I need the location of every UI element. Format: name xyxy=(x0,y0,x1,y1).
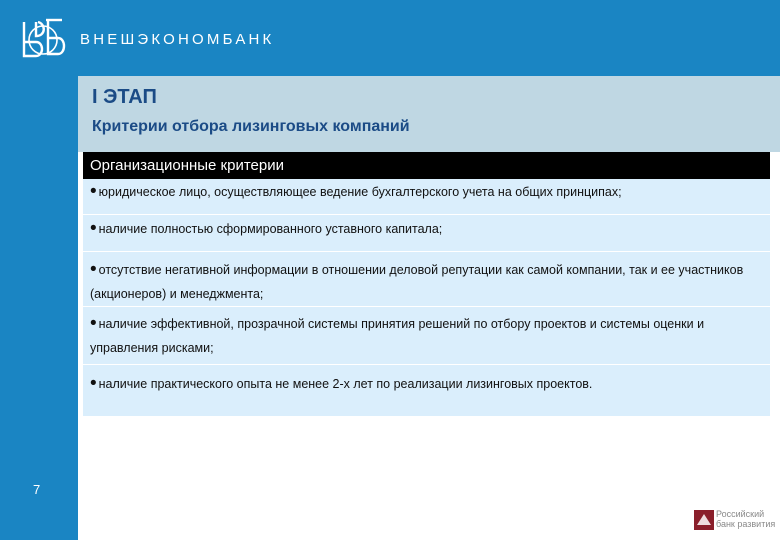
title-panel xyxy=(78,76,780,152)
bullet-icon: • xyxy=(90,218,97,239)
rdb-logo-text xyxy=(716,509,775,529)
criterion-item: • наличие практического опыта не менее 2-х лет по реализации лизинговых проектов. xyxy=(90,373,593,394)
criterion-item: • наличие эффективной, прозрачной системы принятия решений по отбору проектов и системы оценки и управления рисками; xyxy=(90,313,705,355)
criterion-divider xyxy=(83,306,770,307)
bullet-icon: • xyxy=(90,259,97,280)
criterion-item: • юридическое лицо, осуществляющее ведение бухгалтерского учета на общих принципах; xyxy=(90,181,622,202)
stage-subtitle: Критерии отбора лизинговых компаний xyxy=(92,118,410,135)
criterion-item: • отсутствие негативной информации в отношении деловой репутации как самой компании, так и ее участников (акционеров) и менеджмента; xyxy=(90,259,744,301)
veb-logo-icon xyxy=(16,10,72,66)
rdb-logo-line1: Российский xyxy=(716,509,765,519)
rdb-logo-icon xyxy=(694,510,714,530)
page-number: 7 xyxy=(33,482,41,497)
criteria-header-text: Организационные критерии xyxy=(90,157,284,174)
stage-label: I ЭТАП xyxy=(92,86,157,108)
criterion-item: • наличие полностью сформированного уставного капитала; xyxy=(90,218,443,239)
bullet-icon: • xyxy=(90,181,97,202)
criterion-divider xyxy=(83,214,770,215)
criterion-divider xyxy=(83,364,770,365)
bullet-icon: • xyxy=(90,313,97,334)
rdb-logo-line2: банк развития xyxy=(716,519,776,529)
bank-name: ВНЕШЭКОНОМБАНК xyxy=(80,31,275,48)
criterion-divider xyxy=(83,251,770,252)
bullet-icon: • xyxy=(90,373,97,394)
left-sidebar-bar xyxy=(0,76,78,540)
